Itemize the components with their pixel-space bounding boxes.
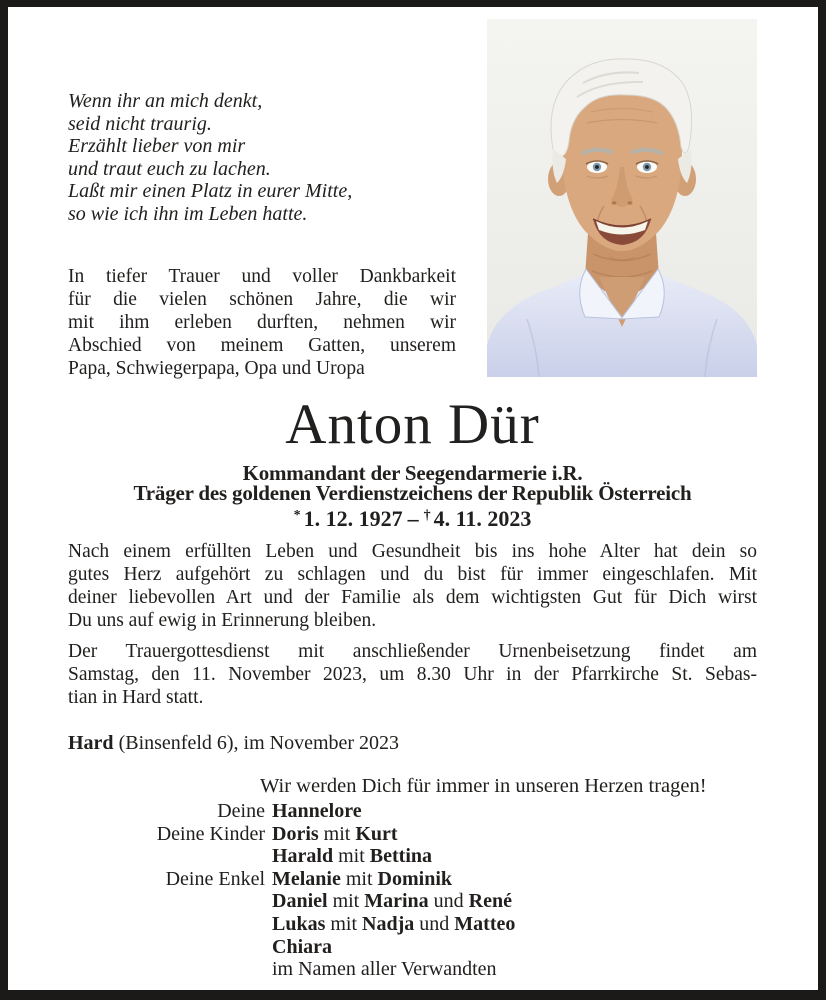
family-member-name: Melanie (272, 867, 341, 890)
text-line: Abschied von meinem Gatten, unserem (68, 335, 456, 356)
text-line: mit ihm erleben durften, nehmen wir (68, 312, 456, 333)
text-line: Samstag, den 11. November 2023, um 8.30 Uhr in der Pfarrkirche St. Sebas- (68, 664, 757, 685)
text-line: Wenn ihr an mich denkt, (68, 90, 263, 112)
family-relation-label (68, 890, 265, 913)
family-connector-text: mit (318, 822, 356, 845)
life-paragraph (68, 540, 757, 632)
text-line: gutes Herz aufgehört zu schlagen und du bist für immer eingeschlafen. Mit (68, 564, 757, 585)
text-line: In tiefer Trauer und voller Dankbarkeit (68, 266, 456, 287)
family-row (68, 845, 688, 868)
family-relation-label (68, 936, 265, 959)
text-line: Der Trauergottesdienst mit anschließender Urnenbeisetzung findet am (68, 641, 757, 662)
family-connector-text: mit (340, 867, 378, 890)
family-member-name: Dominik (377, 867, 453, 890)
family-row (68, 913, 688, 936)
family-member-name: Chiara (272, 935, 332, 958)
family-member-name: Daniel (272, 890, 328, 913)
family-list (68, 800, 688, 981)
place-name: Hard (68, 732, 114, 754)
deceased-title-rank: Kommandant der Seegendarmerie i.R. (242, 461, 583, 485)
family-names (272, 868, 452, 891)
text-line: seid nicht traurig. (68, 112, 212, 135)
text-line: und traut euch zu lachen. (68, 157, 271, 180)
family-names (272, 936, 332, 959)
deceased-name: Anton Dür (285, 393, 540, 456)
life-dates (68, 504, 757, 530)
family-row (68, 890, 688, 913)
family-names (272, 913, 515, 936)
family-member-name: Harald (272, 845, 334, 868)
text-line: Du uns auf ewig in Erinnerung bleiben. (68, 610, 377, 631)
family-row (68, 823, 688, 846)
portrait-photo-illustration (487, 19, 757, 377)
family-connector-text: mit (333, 845, 370, 868)
text-line: Laßt mir einen Platz in eurer Mitte, (68, 180, 353, 202)
family-row (68, 958, 688, 981)
family-connector-text: und (428, 890, 469, 913)
death-date: 4. 11. 2023 (433, 506, 532, 531)
family-names (272, 800, 362, 823)
family-names (272, 823, 398, 846)
closing-sentence: Wir werden Dich für immer in unseren Herzen tragen! (260, 775, 707, 797)
family-member-name: Doris (272, 822, 319, 845)
family-member-name: Kurt (355, 822, 398, 845)
mourning-intro-paragraph (68, 265, 456, 380)
family-names (272, 845, 432, 868)
family-row (68, 936, 688, 959)
dates-separator: – (407, 506, 419, 531)
text-line: deiner liebevollen Art und der Familie als dem wichtigsten Gut für Dich wirst (68, 587, 757, 608)
place-date-line (68, 732, 399, 755)
memorial-poem (68, 90, 468, 225)
family-member-name: Marina (364, 890, 429, 913)
family-relation-label: Deine Kinder (156, 822, 265, 845)
family-relation-label: Deine (217, 800, 265, 822)
family-relation-label: Deine Enkel (165, 867, 265, 890)
family-connector-text: mit (325, 912, 363, 935)
place-date-rest: (Binsenfeld 6), im November 2023 (113, 732, 400, 754)
text-line: für die vielen schönen Jahre, die wir (68, 289, 456, 310)
family-names (272, 890, 512, 913)
text-line: Erzählt lieber von mir (68, 135, 246, 157)
family-member-name: Lukas (272, 912, 326, 935)
family-member-name: Bettina (369, 845, 433, 868)
birth-date: 1. 12. 1927 (303, 506, 403, 531)
text-line: so wie ich ihn im Leben hatte. (68, 202, 308, 225)
funeral-service-paragraph (68, 640, 757, 709)
family-names (272, 958, 497, 981)
family-connector-text: im Namen aller Verwandten (272, 958, 497, 981)
family-member-name: René (468, 890, 512, 913)
family-relation-label (68, 913, 265, 936)
deceased-title-honor: Träger des goldenen Verdienstzeichens der Republik Österreich (133, 481, 692, 505)
family-connector-text: mit (327, 890, 365, 913)
text-line: Papa, Schwiegerpapa, Opa und Uropa (68, 358, 365, 379)
text-line: tian in Hard statt. (68, 687, 204, 708)
text-line: Nach einem erfüllten Leben und Gesundheit bis ins hohe Alter hat dein so (68, 541, 757, 562)
family-member-name: Nadja (362, 912, 415, 935)
family-row (68, 800, 688, 823)
death-symbol: † (423, 508, 431, 523)
birth-symbol: * (293, 508, 301, 523)
family-connector-text: und (414, 912, 455, 935)
portrait-photo (487, 19, 757, 377)
family-row (68, 868, 688, 891)
family-relation-label (68, 845, 265, 868)
family-member-name: Hannelore (272, 800, 362, 822)
family-member-name: Matteo (454, 912, 516, 935)
family-relation-label (68, 958, 265, 981)
